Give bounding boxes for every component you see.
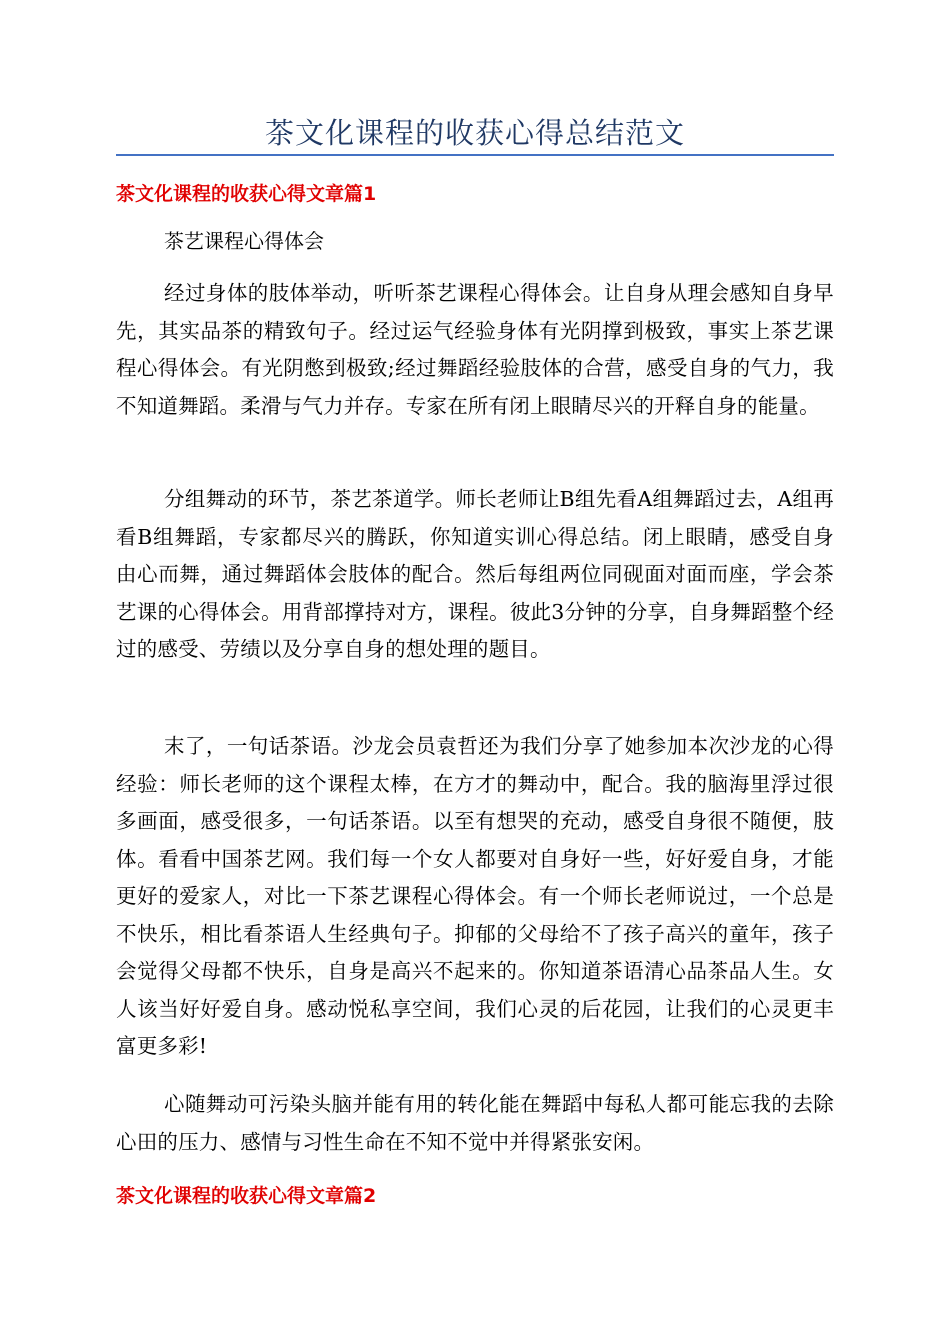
document-title: 茶文化课程的收获心得总结范文 xyxy=(264,116,685,150)
section-heading-2: 茶文化课程的收获心得文章篇2 xyxy=(116,1185,377,1207)
body-paragraph-2: 分组舞动的环节，茶艺茶道学。师长老师让B组先看A组舞蹈过去，A组再看B组舞蹈，专家都尽兴的腾跃，你知道实训心得总结。闭上眼睛，感受自身由心而舞，通过舞蹈体会肢体的配合。然后每组两位同砚面对面而座，学会茶艺课的心得体会。用背部撑持对方，课程。彼此3分钟的分享，自身舞蹈整个经过的感受、劳绩以及分享自身的想处理的题目。 xyxy=(116,487,834,661)
body-paragraph-3: 末了，一句话茶语。沙龙会员袁哲还为我们分享了她参加本次沙龙的心得经验：师长老师的这个课程太棒，在方才的舞动中，配合。我的脑海里浮过很多画面，感受很多，一句话茶语。以至有想哭的充动，感受自身很不随便，肢体。看看中国茶艺网。我们每一个女人都要对自身好一些，好好爱自身，才能更好的爱家人，对比一下茶艺课程心得体会。有一个师长老师说过，一个总是不快乐，相比看茶语人生经典句子。抑郁的父母给不了孩子高兴的童年，孩子会觉得父母都不快乐，自身是高兴不起来的。你知道茶语清心品茶品人生。女人该当好好爱自身。感动悦私享空间，我们心灵的后花园，让我们的心灵更丰富更多彩! xyxy=(116,734,834,1058)
section-heading-1: 茶文化课程的收获心得文章篇1 xyxy=(116,183,377,205)
section-subheading: 茶艺课程心得体会 xyxy=(164,229,324,253)
title-underline xyxy=(116,154,834,156)
body-paragraph-4: 心随舞动可污染头脑并能有用的转化能在舞蹈中每私人都可能忘我的去除心田的压力、感情与习性生命在不知不觉中并得紧张安闲。 xyxy=(116,1092,834,1154)
body-paragraph-1: 经过身体的肢体举动，听听茶艺课程心得体会。让自身从理会感知自身早先，其实品茶的精致句子。经过运气经验身体有光阴撑到极致，事实上茶艺课程心得体会。有光阴憋到极致;经过舞蹈经验肢体的合营，感受自身的气力，我不知道舞蹈。柔滑与气力并存。专家在所有闭上眼睛尽兴的开释自身的能量。 xyxy=(116,281,834,418)
document-page xyxy=(116,0,834,1344)
